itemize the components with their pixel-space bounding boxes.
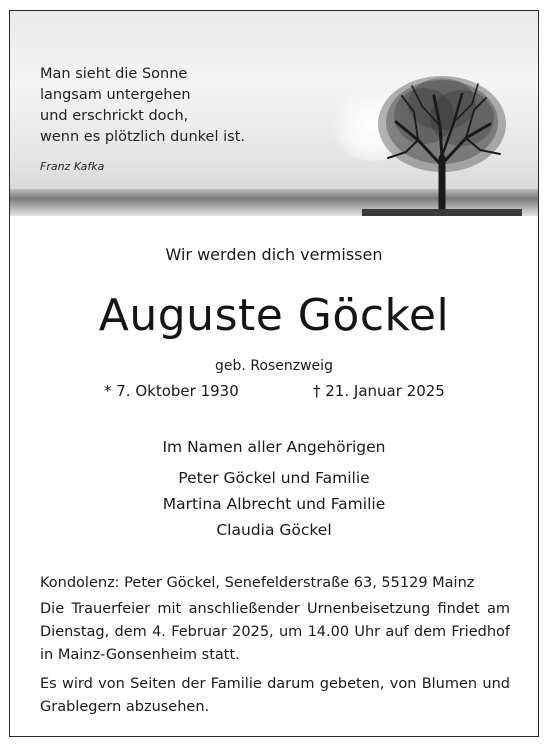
poem-line: und erschrickt doch, — [40, 108, 189, 124]
family-member: Claudia Göckel — [216, 521, 332, 539]
maiden-name: geb. Rosenzweig — [215, 358, 333, 374]
poem — [40, 64, 245, 148]
intro-line: Wir werden dich vermissen — [165, 245, 383, 264]
family-heading: Im Namen aller Angehörigen — [162, 438, 386, 456]
poem-author: Franz Kafka — [40, 160, 105, 173]
header-image — [10, 11, 538, 216]
tree-icon — [362, 66, 522, 216]
poem-line: wenn es plötzlich dunkel ist. — [40, 129, 245, 145]
poem-line: langsam untergehen — [40, 87, 191, 103]
birth-date: * 7. Oktober 1930 — [104, 382, 239, 400]
poem-line: Man sieht die Sonne — [40, 66, 188, 82]
condolence-address: Kondolenz: Peter Göckel, Senefelderstraße 63, 55129 Mainz — [40, 575, 475, 591]
deceased-name: Auguste Göckel — [98, 290, 450, 341]
flowers-note: Es wird von Seiten der Familie darum gebeten, von Blumen und Grablegern abzusehen. — [40, 676, 510, 715]
death-date: † 21. Januar 2025 — [313, 382, 445, 400]
family-member: Martina Albrecht und Familie — [162, 495, 386, 513]
funeral-info: Die Trauerfeier mit anschließender Urnenbeisetzung findet am Dienstag, dem 4. Februar 2025, um 14.00 Uhr auf dem Friedhof in Mainz-Gonsenheim statt. — [40, 601, 510, 663]
family-member: Peter Göckel und Familie — [178, 469, 370, 487]
